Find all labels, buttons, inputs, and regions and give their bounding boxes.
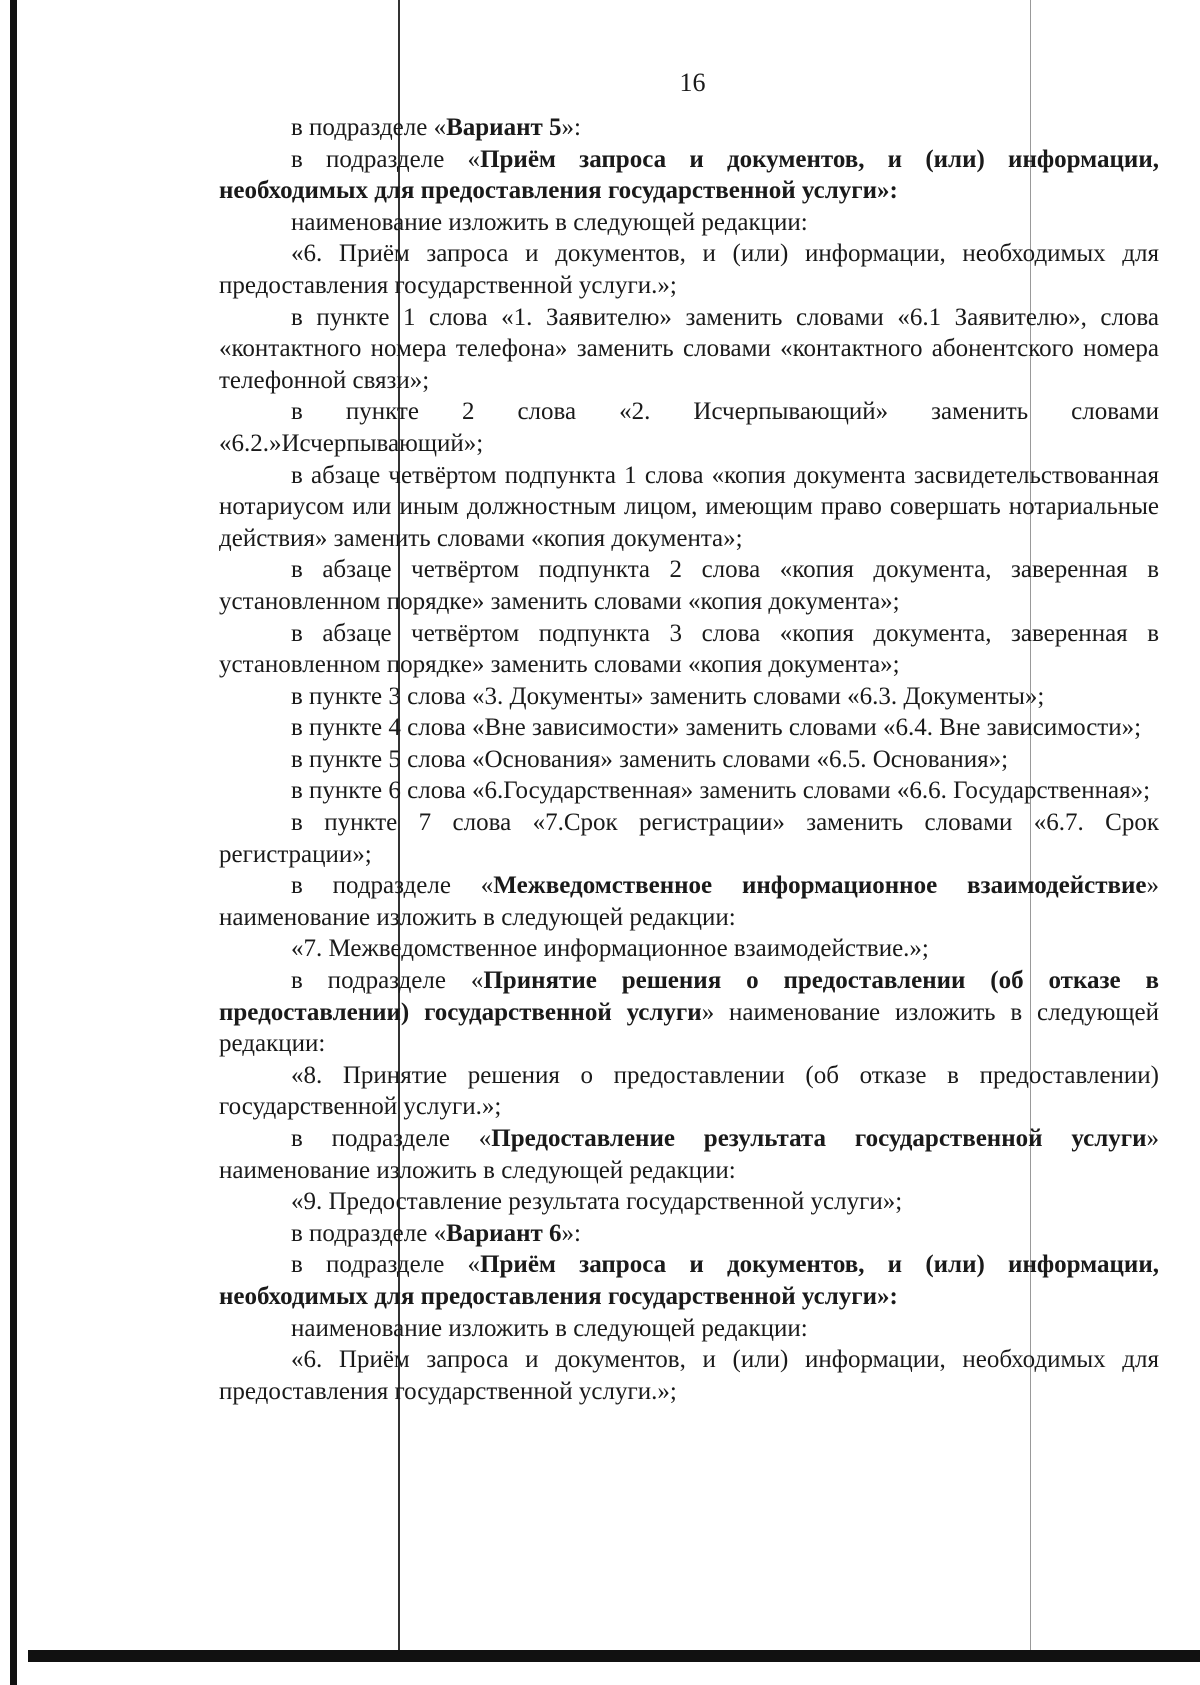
text: в подразделе «: [291, 1219, 447, 1247]
paragraph: [219, 965, 1159, 1060]
scan-left-border: [10, 0, 17, 1685]
bold-text: Межведомственное информационное взаимодействие: [493, 872, 1147, 900]
paragraph: [219, 1249, 1159, 1312]
text: в подразделе «: [291, 1125, 492, 1152]
bold-text: Приём запроса и документов, и (или) информации, необходимых для предоставления государственной услуги: [219, 145, 1159, 205]
paragraph: [219, 1060, 1159, 1123]
paragraph: [219, 144, 1159, 207]
paragraph: [219, 775, 1159, 807]
text: » наименование изложить в следующей редакции:: [219, 998, 1159, 1058]
bold-text: Предоставление результата государственной услуги: [491, 1125, 1147, 1152]
text: в подразделе «: [291, 872, 494, 900]
bold-text: Вариант 5: [446, 114, 562, 141]
paragraph: [219, 238, 1159, 301]
bold-text: Вариант 6: [446, 1219, 562, 1247]
scan-bottom-border: [28, 1650, 1200, 1662]
paragraph: [219, 1186, 1159, 1218]
paragraph: [219, 1218, 1159, 1250]
text: «8. Принятие решения о предоставлении (об отказе в предоставлении) государственной услуги.»;: [219, 1061, 1159, 1121]
paragraph: [219, 807, 1159, 870]
text: » наименование изложить в следующей редакции:: [219, 1125, 1159, 1184]
page-number: 16: [679, 68, 706, 97]
text: в подразделе «: [291, 1251, 481, 1279]
text: «9. Предоставление результата государственной услуги»;: [291, 1188, 903, 1216]
paragraph: [219, 870, 1159, 933]
paragraph: [219, 554, 1159, 617]
text: в подразделе «: [291, 114, 447, 141]
paragraph: [219, 207, 1159, 239]
text: в абзаце четвёртом подпункта 2 слова «копия документа, заверенная в установленном порядке» заменить словами «копия документа»;: [219, 556, 1159, 615]
text: в абзаце четвёртом подпункта 3 слова «копия документа, заверенная в установленном порядке» заменить словами «копия документа»;: [219, 619, 1159, 679]
text: »:: [561, 114, 581, 141]
bold-text: »:: [876, 1282, 898, 1310]
paragraph: [219, 933, 1159, 965]
paragraph: [219, 396, 1159, 459]
paragraph: [219, 1123, 1159, 1186]
paragraph: [219, 744, 1159, 776]
text: «7. Межведомственное информационное взаимодействие.»;: [291, 935, 929, 963]
paragraph: [219, 618, 1159, 681]
text: «6. Приём запроса и документов, и (или) информации, необходимых для предоставления государственной услуги.»;: [219, 240, 1159, 299]
text: в пункте 6 слова «6.Государственная» заменить словами «6.6. Государственная»;: [291, 777, 1151, 805]
text: в подразделе «: [291, 967, 484, 995]
text: в пункте 7 слова «7.Срок регистрации» заменить словами «6.7. Срок регистрации»;: [219, 809, 1159, 868]
text: в пункте 4 слова «Вне зависимости» заменить словами «6.4. Вне зависимости»;: [291, 714, 1142, 742]
bold-text: Принятие решения о предоставлении (об отказе в предоставлении) государственной услуги: [219, 967, 1159, 1026]
paragraph: [219, 302, 1159, 397]
text: наименование изложить в следующей редакции:: [291, 1314, 808, 1342]
text: «6. Приём запроса и документов, и (или) информации, необходимых для предоставления государственной услуги.»;: [219, 1346, 1159, 1405]
text: » наименование изложить в следующей редакции:: [219, 872, 1159, 931]
document-body: [219, 112, 1159, 1407]
text: в пункте 5 слова «Основания» заменить словами «6.5. Основания»;: [291, 745, 1009, 773]
bold-text: »:: [876, 177, 898, 205]
text: »:: [561, 1219, 581, 1247]
bold-text: Приём запроса и документов, и (или) информации, необходимых для предоставления государственной услуги: [219, 1251, 1159, 1310]
paragraph: [219, 712, 1159, 744]
paragraph: [219, 1344, 1159, 1407]
text: в подразделе «: [291, 145, 481, 173]
text: в пункте 1 слова «1. Заявителю» заменить словами «6.1 Заявителю», слова «контактного номера телефона» заменить словами «контактного абонентского номера телефонной связи»;: [219, 303, 1159, 394]
text: в абзаце четвёртом подпункта 1 слова «копия документа засвидетельствованная нотариусом или иным должностным лицом, имеющим право совершать нотариальные действия» заменить словами «копия документа»;: [219, 461, 1159, 552]
paragraph: [219, 460, 1159, 555]
paragraph: [219, 1313, 1159, 1345]
text: в пункте 2 слова «2. Исчерпывающий» заменить словами «6.2.»Исчерпывающий»;: [219, 398, 1159, 457]
text: в пункте 3 слова «3. Документы» заменить словами «6.3. Документы»;: [291, 682, 1045, 710]
paragraph: [219, 112, 1159, 144]
paragraph: [219, 681, 1159, 713]
text: наименование изложить в следующей редакции:: [291, 208, 808, 236]
